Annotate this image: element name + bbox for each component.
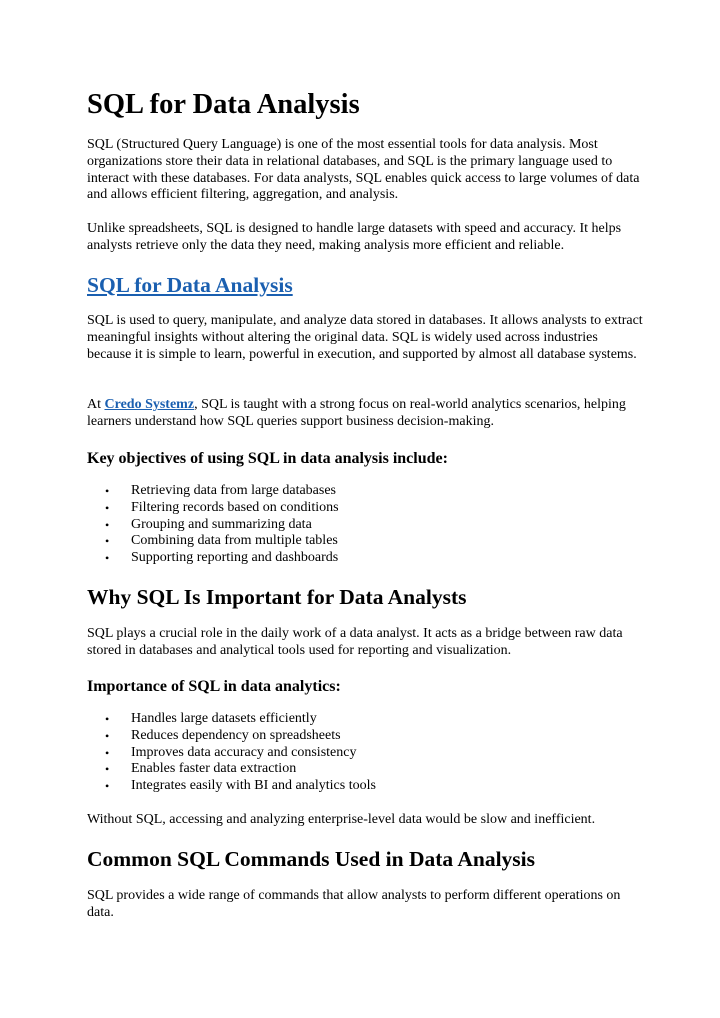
list-item: • Grouping and summarizing data <box>105 516 312 532</box>
list-item: • Integrates easily with BI and analytics tools <box>105 778 376 794</box>
key-objectives-list <box>87 483 643 567</box>
list-item: • Filtering records based on conditions <box>105 499 339 515</box>
section1-paragraph: SQL is used to query, manipulate, and analyze data stored in databases. It allows analysts to extract meaningful insights without altering the original data. SQL is widely used across industries because it is simple to learn, powerful in execution, and supported by almost all database systems. <box>87 313 643 362</box>
list-item: • Improves data accuracy and consistency <box>105 744 357 760</box>
why-sql-heading: Why SQL Is Important for Data Analysts <box>87 585 467 609</box>
list-item: • Combining data from multiple tables <box>105 533 338 549</box>
importance-list <box>87 711 643 795</box>
page-title: SQL for Data Analysis <box>87 89 360 120</box>
why-sql-paragraph: SQL plays a crucial role in the daily work of a data analyst. It acts as a bridge between raw data stored in databases and analytical tools used for reporting and visualization. <box>87 626 623 658</box>
list-item: • Reduces dependency on spreadsheets <box>105 727 341 743</box>
bullet-icon: • <box>105 745 110 760</box>
bullet-icon: • <box>105 712 110 726</box>
credo-suffix: , SQL is taught with a strong focus on real-world analytics scenarios, helping learners understand how SQL queries support business decision-making. <box>87 397 626 429</box>
bullet-icon: • <box>105 534 110 549</box>
common-commands-paragraph: SQL provides a wide range of commands that allow analysts to perform different operations on data. <box>87 888 621 920</box>
list-item: • Handles large datasets efficiently <box>105 711 317 726</box>
credo-prefix: At <box>87 397 105 412</box>
why-sql-closing: Without SQL, accessing and analyzing enterprise-level data would be slow and inefficient. <box>87 812 596 827</box>
bullet-icon: • <box>105 728 110 743</box>
bullet-icon: • <box>105 517 110 532</box>
key-objectives-heading: Key objectives of using SQL in data analysis include: <box>87 450 448 467</box>
bullet-icon: • <box>105 779 110 794</box>
list-item: • Supporting reporting and dashboards <box>105 550 339 566</box>
intro-paragraph-2: Unlike spreadsheets, SQL is designed to handle large datasets with speed and accuracy. It helps analysts retrieve only the data they need, making analysis more efficient and reliable. <box>87 221 622 253</box>
bullet-icon: • <box>105 484 110 498</box>
common-commands-heading: Common SQL Commands Used in Data Analysis <box>87 847 536 871</box>
bullet-icon: • <box>105 551 110 566</box>
bullet-icon: • <box>105 500 110 515</box>
credo-systemz-link[interactable]: Credo Systemz <box>104 397 195 412</box>
intro-paragraph-1: SQL (Structured Query Language) is one of the most essential tools for data analysis. Most organizations store their data in relational databases, and SQL is the primary language used to interact with these databases. For data analysts, SQL enables quick access to large volumes of data and allows efficient filtering, aggregation, and analysis. <box>87 137 640 203</box>
bullet-icon: • <box>105 762 110 777</box>
credo-paragraph <box>87 397 643 431</box>
section-heading-link[interactable]: SQL for Data Analysis <box>87 273 293 297</box>
importance-heading: Importance of SQL in data analytics: <box>87 678 341 695</box>
list-item: • Enables faster data extraction <box>105 761 297 777</box>
list-item: • Retrieving data from large databases <box>105 483 336 498</box>
